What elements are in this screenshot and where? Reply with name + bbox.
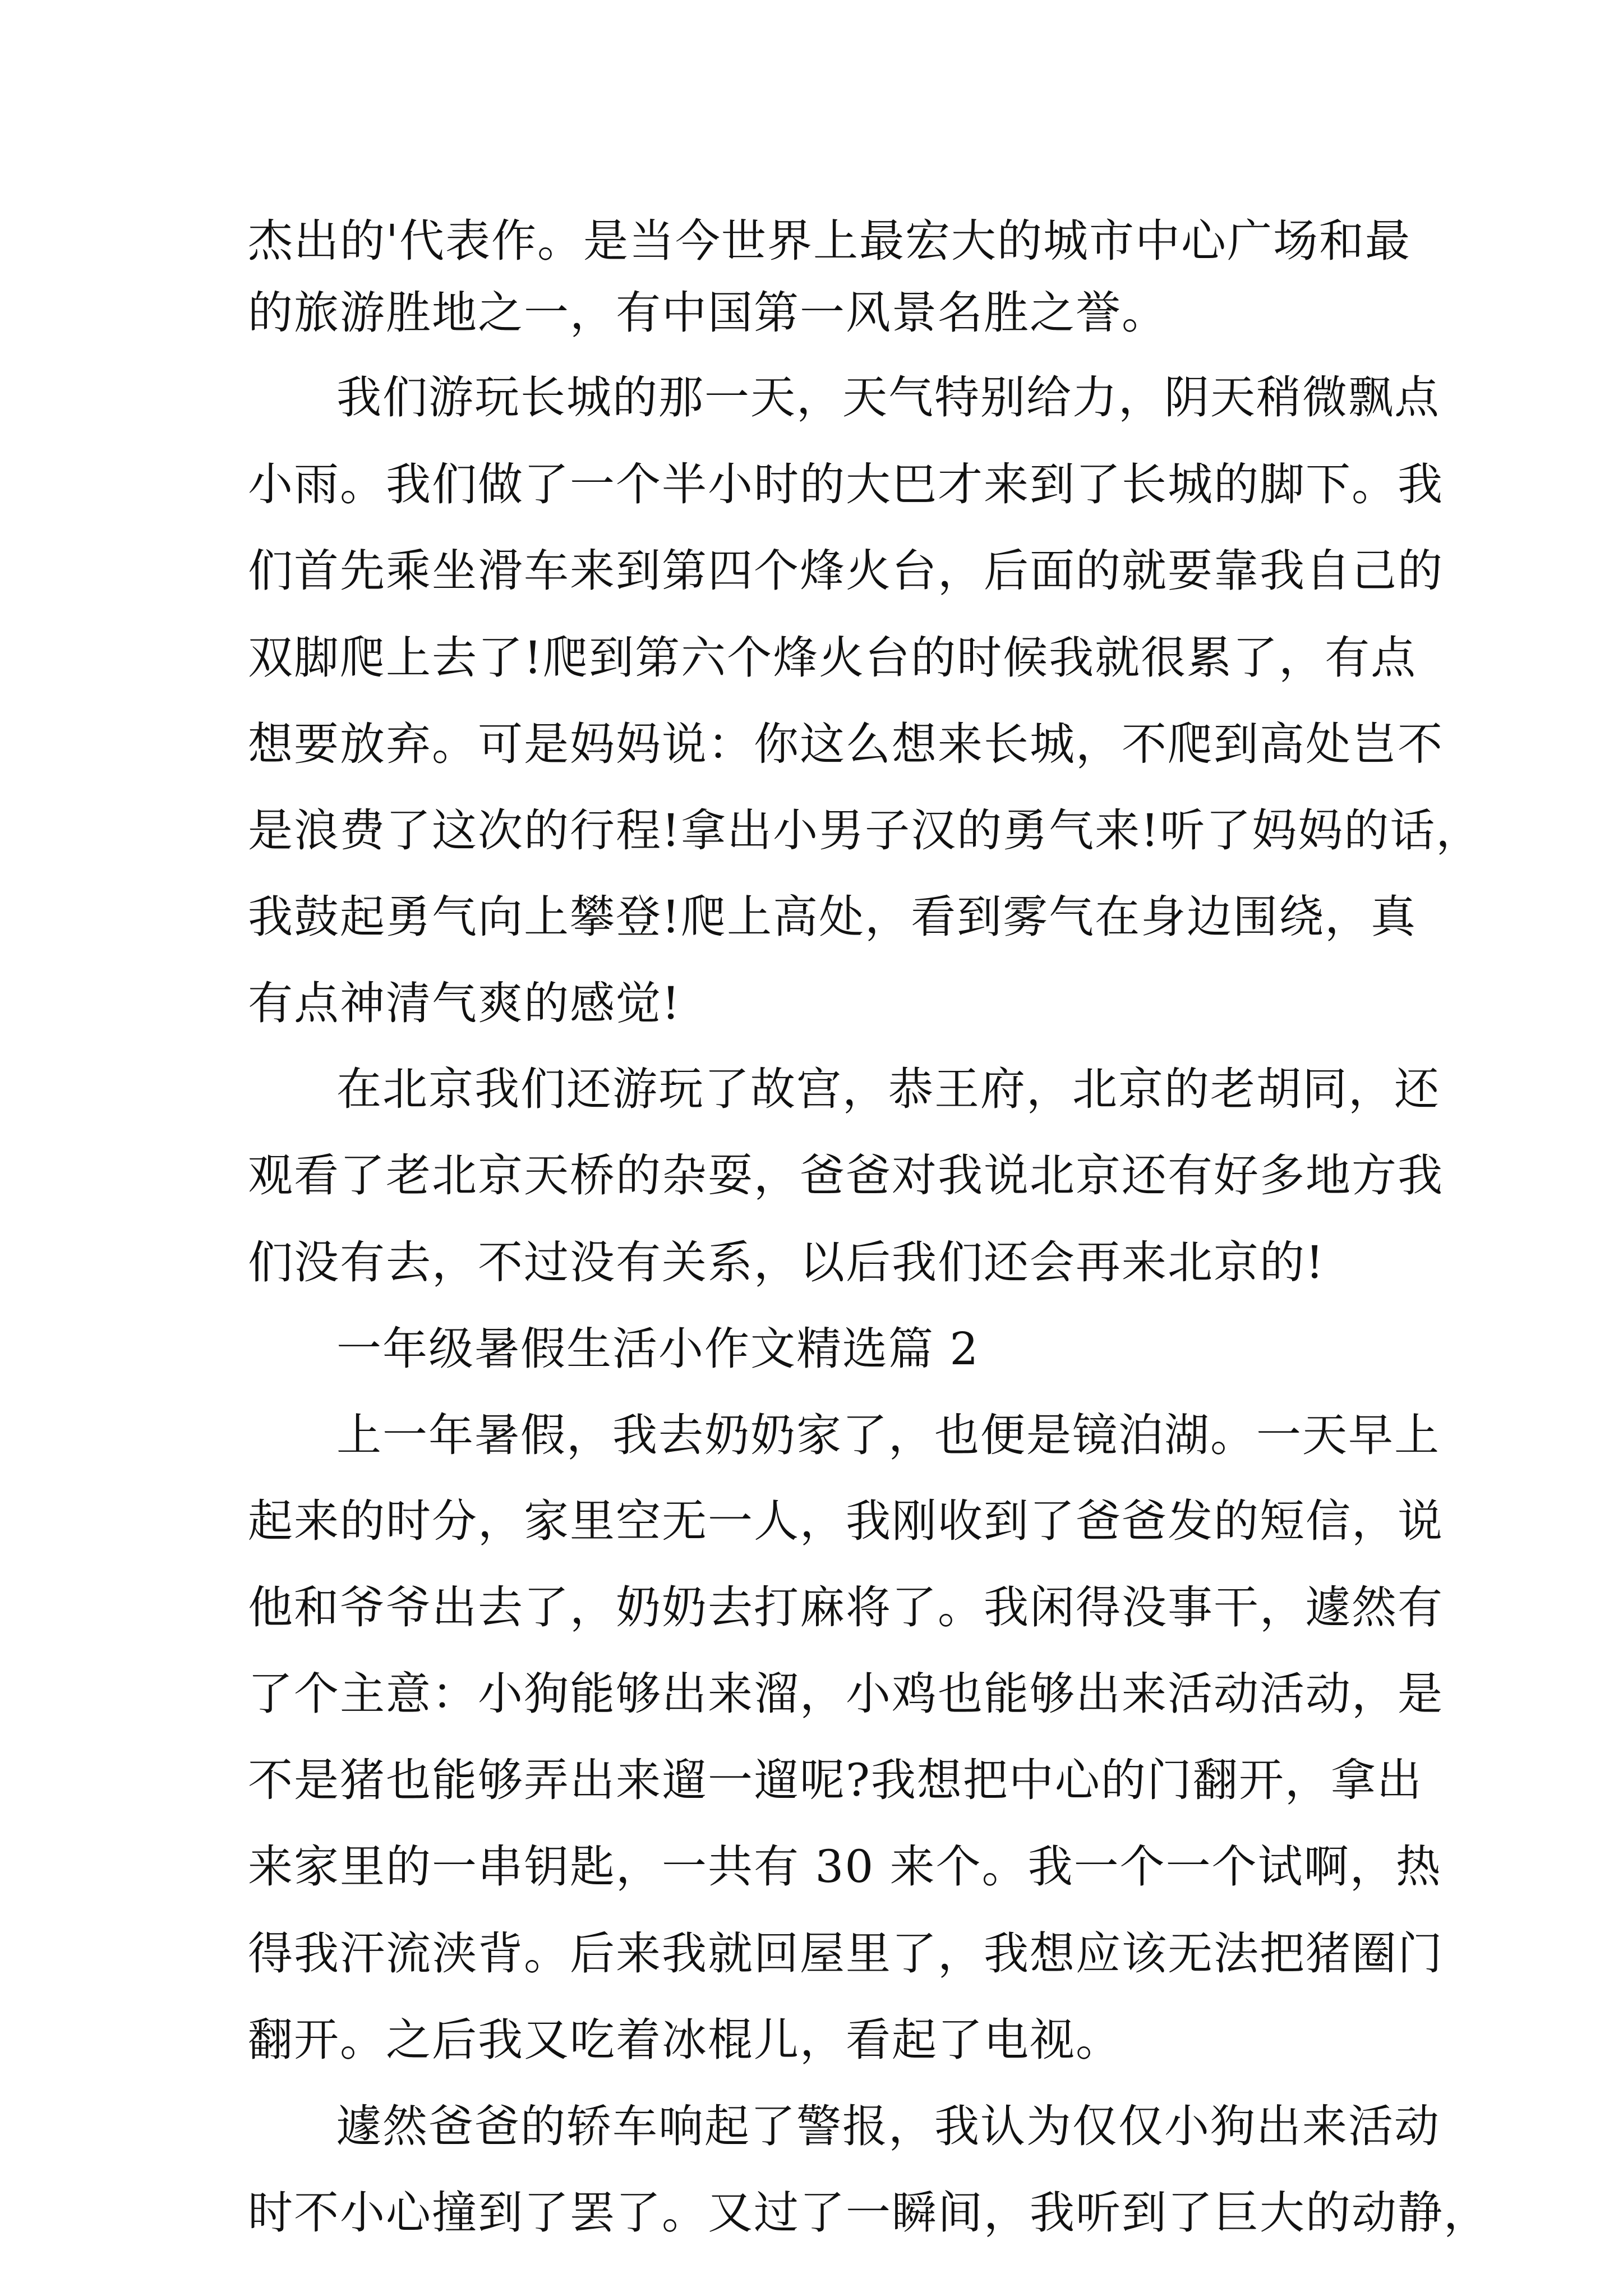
paragraph-first-line: 上一年暑假，我去奶奶家了，也便是镜泊湖。一天早上 [336,1409,1440,1461]
text-line: 了个主意：小狗能够出来溜，小鸡也能够出来活动活动，是 [248,1668,1444,1720]
text-line: 们首先乘坐滑车来到第四个烽火台，后面的就要靠我自己的 [248,545,1444,597]
text-line: 的旅游胜地之一，有中国第一风景名胜之誉。 [248,287,1168,339]
paragraph-first-line: 遽然爸爸的轿车响起了警报，我认为仅仅小狗出来活动 [336,2100,1440,2152]
text-line: 来家里的一串钥匙，一共有 30 来个。我一个一个试啊，热 [248,1841,1442,1893]
text-line: 不是猪也能够弄出来遛一遛呢?我想把中心的门翻开，拿出 [248,1754,1423,1806]
text-line: 翻开。之后我又吃着冰棍儿，看起了电视。 [248,2014,1122,2066]
section-heading: 一年级暑假生活小作文精选篇 2 [336,1323,980,1375]
text-line: 小雨。我们做了一个半小时的大巴才来到了长城的脚下。我 [248,458,1444,510]
text-line: 时不小心撞到了罢了。又过了一瞬间，我听到了巨大的动静， [248,2187,1490,2239]
text-line: 他和爷爷出去了，奶奶去打麻将了。我闲得没事干，遽然有 [248,1581,1444,1634]
document-page [248,0,1490,2296]
text-line: 得我汗流浃背。后来我就回屋里了，我想应该无法把猪圈门 [248,1927,1444,1980]
text-line: 观看了老北京天桥的杂耍，爸爸对我说北京还有好多地方我 [248,1149,1444,1202]
paragraph-first-line: 在北京我们还游玩了故宫，恭王府，北京的老胡同，还 [336,1063,1440,1115]
text-line: 们没有去，不过没有关系，以后我们还会再来北京的! [248,1236,1325,1289]
paragraph-first-line: 我们游玩长城的那一天，天气特别给力，阴天稍微飘点 [336,371,1440,424]
text-line: 我鼓起勇气向上攀登!爬上高处，看到雾气在身边围绕，真 [248,891,1417,943]
text-line: 起来的时分，家里空无一人，我刚收到了爸爸发的短信，说 [248,1495,1444,1547]
text-line: 是浪费了这次的行程!拿出小男子汉的勇气来!听了妈妈的话， [248,804,1482,857]
text-line: 杰出的'代表作。是当今世界上最宏大的城市中心广场和最 [248,215,1411,267]
text-line: 想要放弃。可是妈妈说：你这么想来长城，不爬到高处岂不 [248,718,1444,770]
text-line: 双脚爬上去了!爬到第六个烽火台的时候我就很累了，有点 [248,632,1417,684]
text-line: 有点神清气爽的感觉! [248,977,681,1029]
